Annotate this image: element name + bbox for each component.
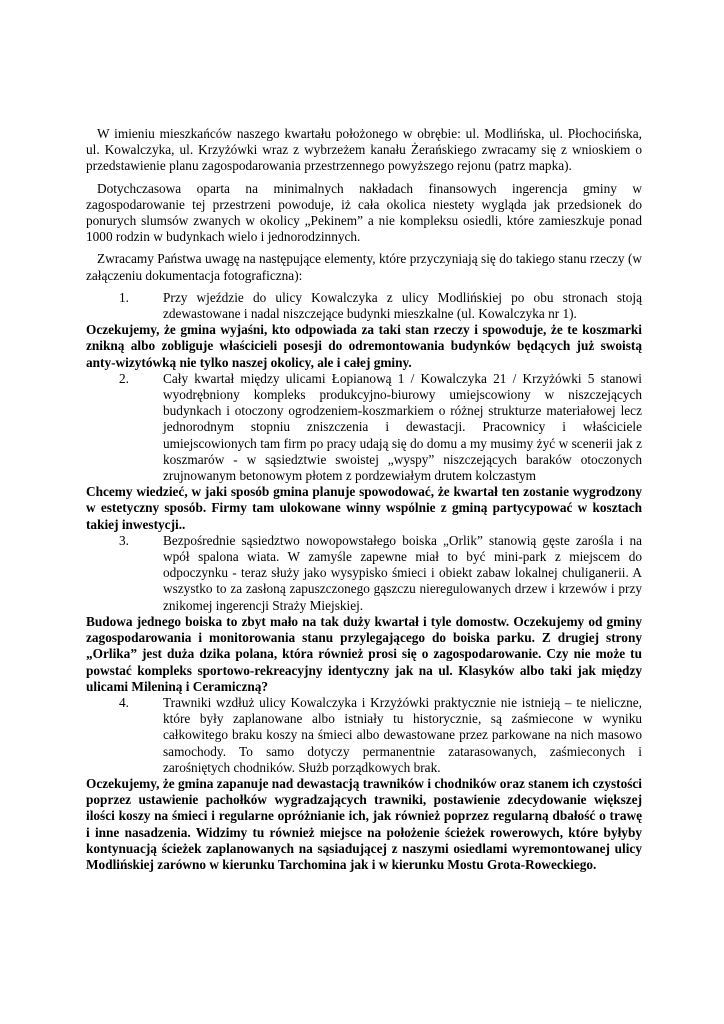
list-item-number: 3. [119, 532, 129, 548]
demand-paragraph-1: Oczekujemy, że gmina wyjaśni, kto odpowiada za taki stan rzeczy i spowoduje, że te koszmarki znikną albo zobliguje właścicieli posesji do odremontowania budynków będących już swoistą anty-wizytówką nie tylko naszej okolicy, ale i całej gminy. [86, 322, 642, 370]
list-item-text: Trawniki wzdłuż ulicy Kowalczyka i Krzyżówki praktycznie nie istnieją – te nieliczne, które były zaplanowane albo istniały tu historycznie, są zaśmiecone w wyniku całkowitego braku koszy na śmieci albo dewastowane przez parkowane na nich masowo samochody. To samo dotyczy permanentnie zatarasowanych, zaśmieconych i zarośniętych chodników. Służb porządkowych brak. [163, 694, 642, 775]
demand-paragraph-4: Oczekujemy, że gmina zapanuje nad dewastacją trawników i chodników oraz stanem ich czystości poprzez ustawienie pachołków wygradzających trawniki, postawienie zdecydowanie większej ilości koszy na śmieci i regularne opróżnianie ich, jak również poprzez regularną dbałość o trawę i inne nasadzenia. Widzimy tu również miejsce na położenie ścieżek rowerowych, które byłyby kontynuacją ścieżek zaplanowanych na sąsiadującej z naszymi osiedlami wyremontowanej ulicy Modlińskiej zarówno w kierunku Tarchomina jak i w kierunku Mostu Grota-Roweckiego. [86, 775, 642, 872]
list-item-1 [86, 290, 642, 322]
list-item-number: 2. [119, 370, 129, 386]
document-page [86, 126, 642, 873]
list-item-text: Cały kwartał między ulicami Łopianową 1 / Kowalczyka 21 / Krzyżówki 5 stanowi wyodrębniony kompleks produkcyjno-biurowy umiejscowiony w niszczejących budynkach i otoczony ogrodzeniem-koszmarkiem o różnej strukturze materiałowej lecz jednorodnym stopniu zniszczenia i dewastacji. Pracownicy i właściciele umiejscowionych tam firm po pracy udają się do domu a my musimy żyć w scenerii jak z koszmarów - w sąsiedztwie swoistej „wyspy” niszczejących baraków otoczonych zrujnowanym betonowym płotem z pordzewiałym drutem kolczastym [163, 370, 642, 484]
list-item-number: 4. [119, 694, 129, 710]
demand-paragraph-2: Chcemy wiedzieć, w jaki sposób gmina planuje spowodować, że kwartał ten zostanie wygrodzony w estetyczny sposób. Firmy tam ulokowane winny wspólnie z gminą partycypować w kosztach takiej inwestycji.. [86, 484, 642, 532]
list-item-text: Przy wjeździe do ulicy Kowalczyka z ulicy Modlińskiej po obu stronach stoją zdewastowane i nadal niszczejące budynki mieszkalne (ul. Kowalczyka nr 1). [163, 289, 642, 322]
demand-paragraph-3: Budowa jednego boiska to zbyt mało na tak duży kwartał i tyle domostw. Oczekujemy od gminy zagospodarowania i monitorowania stanu przylegającego do boiska parku. Z drugiej strony „Orlika” jest duża dzika polana, która również prosi się o zagospodarowanie. Czy nie może tu powstać kompleks sportowo-rekreacyjny identyczny jak na ul. Klasyków albo taki jak między ulicami Mileniną i Ceramiczną? [86, 613, 642, 694]
intro-paragraph-3: Zwracamy Państwa uwagę na następujące elementy, które przyczyniają się do takiego stanu rzeczy (w załączeniu dokumentacja fotograficzna): [86, 251, 642, 283]
list-item-text: Bezpośrednie sąsiedztwo nowopowstałego boiska „Orlik” stanowią gęste zarośla i na wpół spalona wiata. W zamyśle zapewne miał to być mini-park z miejscem do odpoczynku - teraz służy jako wysypisko śmieci i obiekt zabaw lokalnej chuliganerii. A wszystko to za zasłoną zapuszczonego gąszczu nieregulowanych drzew i krzewów i przy znikomej ingerencji Straży Miejskiej. [163, 532, 642, 613]
list-item-number: 1. [119, 289, 129, 305]
list-item-3 [86, 533, 642, 614]
list-item-4 [86, 695, 642, 776]
intro-paragraph-1: W imieniu mieszkańców naszego kwartału położonego w obrębie: ul. Modlińska, ul. Płochocińska, ul. Kowalczyka, ul. Krzyżówki wraz z wybrzeżem kanału Żerańskiego zwracamy się z wnioskiem o przedstawienie planu zagospodarowania przestrzennego powyższego rejonu (patrz mapka). [86, 126, 642, 174]
list-item-2 [86, 371, 642, 484]
intro-paragraph-2: Dotychczasowa oparta na minimalnych nakładach finansowych ingerencja gminy w zagospodarowanie tej przestrzeni powoduje, iż cała okolica niestety wygląda jak przedsionek do ponurych slumsów zwanych w okolicy „Pekinem” a nie kompleksu osiedli, które zamieszkuje ponad 1000 rodzin w budynkach wielo i jednorodzinnych. [86, 180, 642, 245]
